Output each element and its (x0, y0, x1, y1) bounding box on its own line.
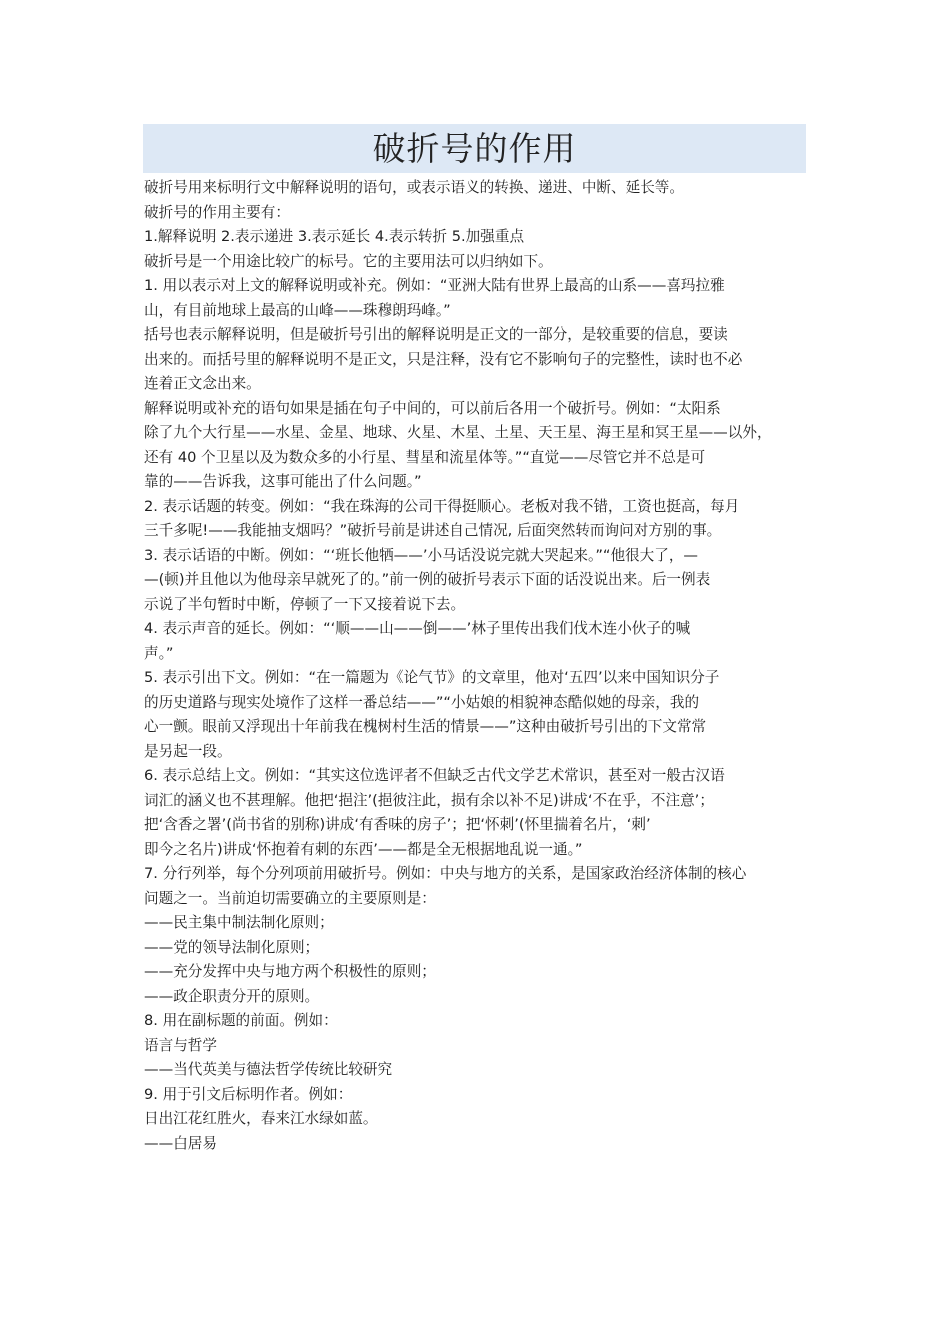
text-line: 括号也表示解释说明，但是破折号引出的解释说明是正文的一部分，是较重要的信息，要读 (144, 326, 728, 343)
text-line: ——充分发挥中央与地方两个积极性的原则； (144, 963, 436, 980)
text-line: 3. 表示话语的中断。例如：“‘班长他牺——’小马话没说完就大哭起来。”“他很大了，— (144, 546, 699, 564)
text-line: 三千多呢!——我能抽支烟吗？”破折号前是讲述自己情况, 后面突然转而询问对方别的事。 (144, 522, 722, 539)
text-line: 1. 用以表示对上文的解释说明或补充。例如：“亚洲大陆有世界上最高的山系——喜玛拉雅 (144, 277, 725, 294)
text-line: 1.解释说明 2.表示递进 3.表示延长 4.表示转折 5.加强重点 (144, 228, 525, 245)
text-line: 出来的。而括号里的解释说明不是正文，只是注释，没有它不影响句子的完整性，读时也不必 (144, 350, 743, 368)
text-line: 的历史道路与现实处境作了这样一番总结——”“小姑娘的相貌神态酷似她的母亲，我的 (144, 693, 700, 711)
text-line: —(顿)并且他以为他母亲早就死了的。”前一例的破折号表示下面的话没说出来。后一例表 (144, 571, 711, 588)
text-line: 5. 表示引出下文。例如：“在一篇题为《论气节》的文章里，他对‘五四’以来中国知识分子 (144, 669, 720, 686)
text-line: ——党的领导法制化原则； (144, 938, 320, 956)
text-line: 9. 用于引文后标明作者。例如： (144, 1085, 353, 1103)
text-line: 2. 表示话题的转变。例如：“我在珠海的公司干得挺顺心。老板对我不错，工资也挺高，每月 (144, 497, 740, 515)
text-line: 还有 40 个卫星以及为数众多的小行星、彗星和流星体等。”“直觉——尽管它并不总是可 (144, 448, 706, 466)
text-line: 山，有目前地球上最高的山峰——珠穆朗玛峰。” (144, 301, 451, 319)
text-line: 8. 用在副标题的前面。例如： (144, 1012, 338, 1029)
text-line: 7. 分行列举，每个分列项前用破折号。例如：中央与地方的关系，是国家政治经济体制的核心 (144, 865, 747, 882)
text-line: 靠的——告诉我，这事可能出了什么问题。” (144, 473, 422, 490)
text-line: ——白居易 (144, 1134, 217, 1152)
text-line: 示说了半句暂时中断，停顿了一下又接着说下去。 (144, 595, 466, 613)
text-line: 破折号用来标明行文中解释说明的语句，或表示语义的转换、递进、中断、延长等。 (144, 179, 684, 196)
text-line: 声。” (144, 644, 174, 662)
text-line: 即今之名片)讲成‘怀抱着有刺的东西’——都是全无根据地乱说一通。” (144, 840, 583, 858)
text-line: 6. 表示总结上文。例如：“其实这位选评者不但缺乏古代文学艺术常识，甚至对一般古汉语 (144, 767, 725, 784)
text-line: 把‘含香之署’(尚书省的别称)讲成‘有香味的房子’；把‘怀刺’(怀里揣着名片，‘刺’ (144, 816, 651, 833)
text-line: 破折号的作用主要有： (144, 203, 290, 221)
text-line: ——政企职责分开的原则。 (144, 987, 320, 1005)
text-line: 心一颤。眼前又浮现出十年前我在槐树村生活的情景——”这种由破折号引出的下文常常 (144, 718, 707, 735)
text-line: 除了九个大行星——水星、金星、地球、火星、木星、土星、天王星、海王星和冥王星——以外， (144, 424, 772, 441)
text-line: 语言与哲学 (144, 1036, 217, 1054)
text-line: ——民主集中制法制化原则； (144, 914, 334, 931)
text-line: 4. 表示声音的延长。例如：“‘顺——山——倒——’林子里传出我们伐木连小伙子的喊 (144, 620, 691, 637)
text-line: 解释说明或补充的语句如果是插在句子中间的，可以前后各用一个破折号。例如：“太阳系 (144, 399, 721, 417)
text-line: 日出江花红胜火，春来江水绿如蓝。 (144, 1110, 378, 1127)
text-line: ——当代英美与德法哲学传统比较研究 (144, 1061, 393, 1078)
page-title: 破折号的作用 (372, 129, 577, 168)
text-line: 问题之一。当前迫切需要确立的主要原则是： (144, 889, 436, 907)
document-body (144, 176, 812, 1156)
text-line: 破折号是一个用途比较广的标号。它的主要用法可以归纳如下。 (144, 252, 553, 270)
text-line: 是另起一段。 (144, 742, 232, 760)
text-line: 连着正文念出来。 (144, 375, 261, 392)
text-line: 词汇的涵义也不甚理解。他把‘挹注’(挹彼注此，损有余以补不足)讲成‘不在乎，不注意’； (144, 791, 714, 809)
